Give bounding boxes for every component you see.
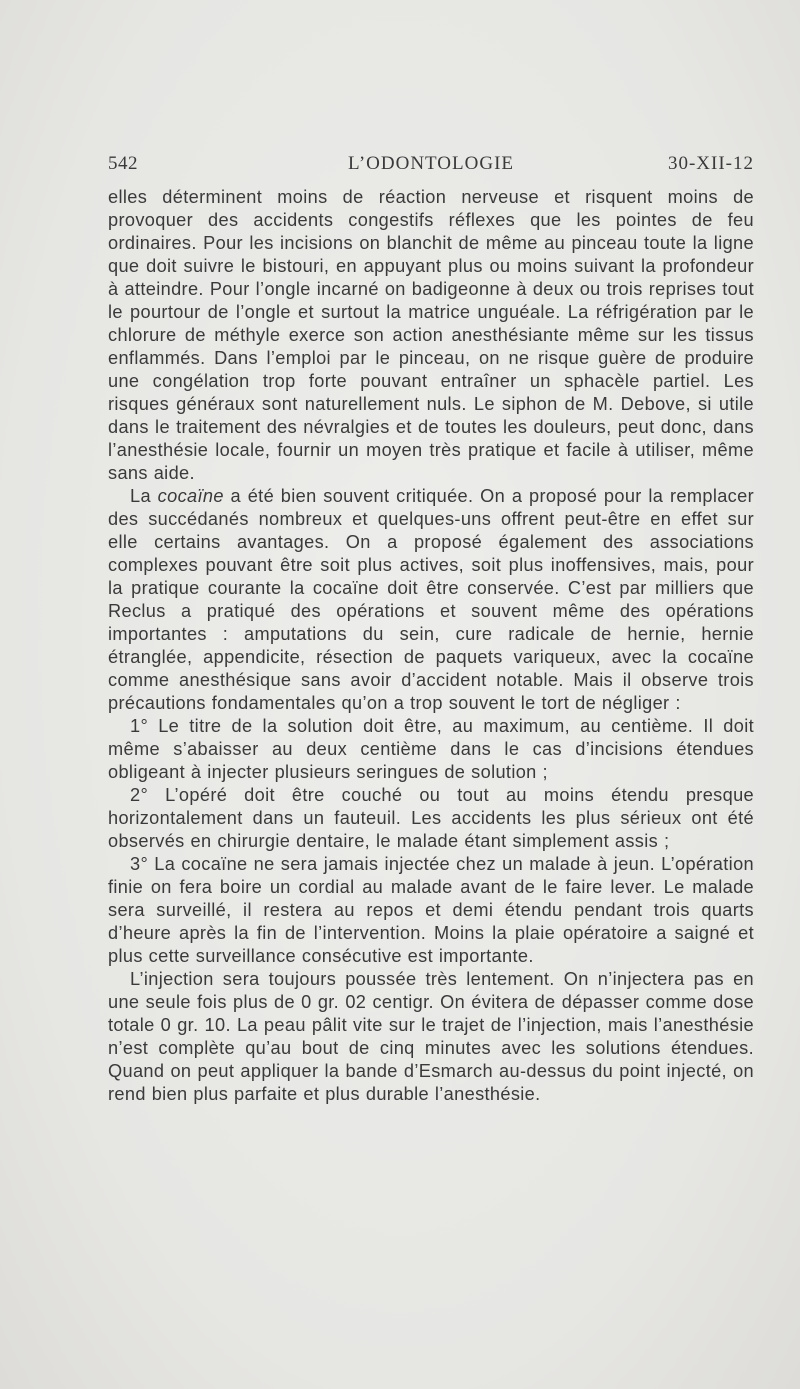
paragraph-cocaine: [108, 485, 754, 715]
italic-term-cocaine: cocaïne: [157, 486, 224, 506]
running-header: [108, 153, 754, 179]
paragraph-lead: La: [130, 486, 151, 506]
precaution-2: 2° L’opéré doit être couché ou tout au moins étendu presque horizontalement dans un fauteuil. Les accidents les plus sérieux ont été observés en chirurgie dentaire, le malade étant simplement assis ;: [108, 785, 754, 851]
precaution-3: 3° La cocaïne ne sera jamais injectée chez un malade à jeun. L’opération finie on fera boire un cordial au malade avant de le faire lever. Le malade sera surveillé, il restera au repos et demi étendu pendant trois quarts d’heure après la fin de l’intervention. Moins la plaie opératoire a saigné et plus cette surveillance consécutive est importante.: [108, 854, 754, 966]
article-body: [108, 186, 754, 1106]
paragraph-cocaine-text: a été bien souvent critiquée. On a proposé pour la remplacer des succédanés nombreux et quelques-uns offrent peut-être en effet sur elle certains avantages. On a proposé également des associations complexes pouvant être soit plus actives, soit plus inoffensives, mais, pour la pratique courante la cocaïne doit être conservée. C’est par milliers que Reclus a pratiqué des opérations et souvent même des opérations importantes : amputations du sein, cure radicale de hernie, hernie étranglée, appendicite, résection de paquets variqueux, avec la cocaïne comme anesthésique sans avoir d’accident notable. Mais il observe trois précautions fondamentales qu’on a trop souvent le tort de négliger :: [108, 486, 754, 713]
paragraph-continuation: elles déterminent moins de réaction nerveuse et risquent moins de provoquer des accidents congestifs réflexes que les pointes de feu ordinaires. Pour les incisions on blanchit de même au pinceau toute la ligne que doit suivre le bistouri, en appuyant plus ou moins suivant la profondeur à atteindre. Pour l’ongle incarné on badigeonne à deux ou trois reprises tout le pourtour de l’ongle et surtout la matrice unguéale. La réfrigération par le chlorure de méthyle exerce son action anesthésiante même sur les tissus enflammés. Dans l’emploi par le pinceau, on ne risque guère de produire une congélation trop forte pouvant entraîner un sphacèle partiel. Les risques généraux sont naturellement nuls. Le siphon de M. Debove, si utile dans le traitement des névralgies et de toutes les douleurs, peut donc, dans l’anesthésie locale, fournir un moyen très pratique et facile à utiliser, même sans aide.: [108, 187, 754, 483]
paragraph-injection: L’injection sera toujours poussée très lentement. On n’injectera pas en une seule fois plus de 0 gr. 02 centigr. On évitera de dépasser comme dose totale 0 gr. 10. La peau pâlit vite sur le trajet de l’injection, mais l’anesthésie n’est complète qu’au bout de cinq minutes avec les solutions étendues. Quand on peut appliquer la bande d’Esmarch au-dessus du point injecté, on rend bien plus parfaite et plus durable l’anesthésie.: [108, 969, 754, 1104]
page-number: 542: [108, 153, 138, 174]
issue-date: 30-XII-12: [667, 153, 754, 174]
journal-title: L’ODONTOLOGIE: [347, 153, 515, 174]
precaution-1: 1° Le titre de la solution doit être, au maximum, au centième. Il doit même s’abaisser au deux centième dans le cas d’incisions étendues obligeant à injecter plusieurs seringues de solution ;: [108, 716, 754, 782]
